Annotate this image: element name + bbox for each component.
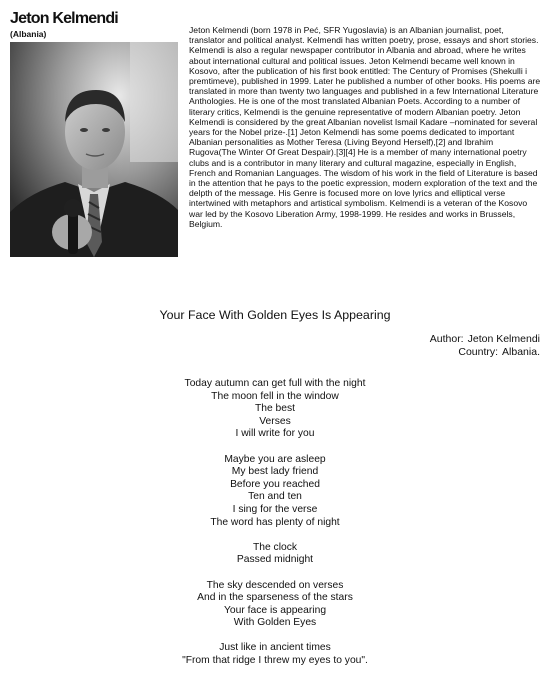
poem-line: Just like in ancient times <box>219 642 331 654</box>
poem-author-value: Jeton Kelmendi <box>467 333 540 345</box>
poem-line: My best lady friend <box>231 466 319 478</box>
poem-stanza-4 <box>0 580 550 630</box>
author-biography: Jeton Kelmendi (born 1978 in Peć, SFR Yugoslavia) is an Albanian journalist, poet, translator and political analyst. Kelmendi has written poetry, prose, essays and short stories. Kelmendi is also a regular newspaper contributor in Albania and abroad, where he writes about international cultural and political issues. Jeton Kelmendi became well known in Kosovo, after the publication of his first book entitled: The Century of Promises (Shekulli i premtimeve), published in 1999. Later he published a number of other books. His poems are translated in more than twenty two languages and published in a few International Literature Anthologies. He is one of the most translated Albanian Poets. According to a number of literary critics, Kelmendi is the genuine representative of modern Albanian poetry. Jeton Kelmendi is considered by the great Albanian novelist Ismail Kadare –nominated for several years for the Nobel prize-.[1] Jeton Kelmendi has some poems dedicated to important Albanian personalities as Mother Teresa (Living Beyond Herself),[2] and Ibrahim Rugova(The Winter Of Great Despair).[3][4] He is a member of many international poetry clubs and is a contributor in many literary and cultural magazine, especially in English, French and Romanian Languages. The wisdom of his work in the field of Literature is based in the attention that he pays to the poetic expression, modern exploration of the text and the delpth of the message. His Genre is focused more on love lyrics and elliptical verse intertwined with metaphors and artistical symbolism. Kelmendi is a veteran of the Kosovo war led by the Kosovo Liberation Army, 1998-1999. He resides and works in Brussels, Belgium. <box>189 25 541 229</box>
poem-line: Passed midnight <box>236 554 314 566</box>
author-name: Jeton Kelmendi <box>10 10 118 27</box>
poem-line: I sing for the verse <box>232 503 318 515</box>
poem-line: With Golden Eyes <box>233 617 317 629</box>
poem-line: The best <box>254 403 296 415</box>
poem-line: I will write for you <box>235 428 315 440</box>
poem-author-line <box>430 333 540 346</box>
poem-title: Your Face With Golden Eyes Is Appearing <box>159 308 391 322</box>
poem-meta <box>430 333 540 359</box>
poem-country-value: Albania. <box>502 346 540 358</box>
poem-line: Verses <box>259 415 291 427</box>
poem-line: Before you reached <box>230 478 320 490</box>
poem-line: The clock <box>252 541 298 553</box>
poem-stanza-2 <box>0 454 550 530</box>
poem-line: Your face is appearing <box>223 604 327 616</box>
poem-stanza-1 <box>0 378 550 441</box>
poem-author-label: Author: <box>429 333 464 345</box>
author-photo-graphic <box>10 42 178 257</box>
author-country: (Albania) <box>10 29 47 39</box>
poem-line: The word has plenty of night <box>210 516 340 528</box>
poem-line: The moon fell in the window <box>211 390 339 402</box>
poem-line: Today autumn can get full with the night <box>184 378 366 389</box>
poem-line: The sky descended on verses <box>206 579 344 591</box>
poem-line: Ten and ten <box>248 491 302 503</box>
poem-body <box>0 378 550 680</box>
poem-line: "From that ridge I threw my eyes to you". <box>182 655 368 667</box>
poem-line: And in the sparseness of the stars <box>197 592 353 604</box>
poem-country-label: Country: <box>458 346 499 358</box>
poem-stanza-3 <box>0 542 550 567</box>
poem-stanza-5 <box>0 642 550 667</box>
author-photo <box>10 42 178 257</box>
poem-line: Maybe you are asleep <box>224 453 326 465</box>
poem-country-line <box>430 346 540 359</box>
